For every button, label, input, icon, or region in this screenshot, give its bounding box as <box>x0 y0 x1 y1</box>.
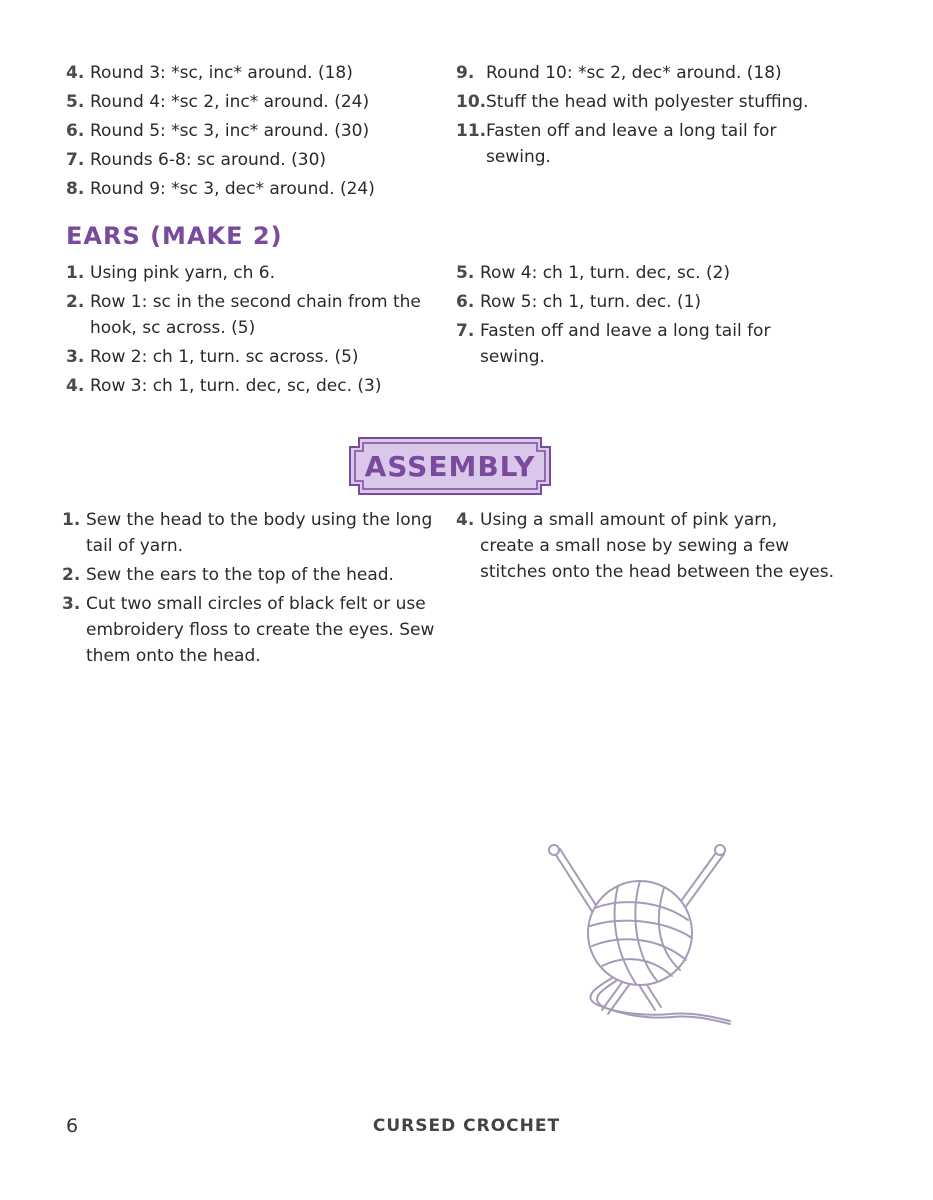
step-text: Row 2: ch 1, turn. sc across. (5) <box>90 347 359 367</box>
step-text: Sew the ears to the top of the head. <box>86 565 394 585</box>
head-steps-left-column <box>66 60 436 205</box>
step-number: 11. <box>456 121 487 141</box>
step-text: Round 4: *sc 2, inc* around. (24) <box>90 92 370 112</box>
ears-steps-left <box>66 260 436 399</box>
ears-steps-left-column <box>66 260 436 402</box>
list-item <box>66 89 436 115</box>
step-number: 1. <box>62 510 81 530</box>
list-item <box>62 591 442 669</box>
book-title: CURSED CROCHET <box>372 1116 561 1136</box>
step-text: Round 9: *sc 3, dec* around. (24) <box>90 179 375 199</box>
step-text: Sew the head to the body using the long tail of yarn. <box>86 510 433 556</box>
assembly-steps-left-column <box>62 507 442 672</box>
head-steps-left <box>66 60 436 202</box>
ears-section-title: EARS (MAKE 2) <box>66 222 283 250</box>
list-item <box>62 507 442 559</box>
list-item <box>456 260 826 286</box>
list-item <box>456 60 826 86</box>
step-number: 10. <box>456 92 487 112</box>
step-text: Round 10: *sc 2, dec* around. (18) <box>486 63 782 83</box>
page-number: 6 <box>66 1115 79 1137</box>
assembly-steps-right-column <box>456 507 836 588</box>
list-item <box>66 373 436 399</box>
step-text: Fasten off and leave a long tail for sewing. <box>486 121 777 167</box>
step-text: Round 5: *sc 3, inc* around. (30) <box>90 121 370 141</box>
step-number: 7. <box>66 150 85 170</box>
assembly-steps-left <box>62 507 442 669</box>
yarn-ball-knitting-needles-icon <box>540 838 740 1042</box>
head-steps-right <box>456 60 826 170</box>
step-number: 4. <box>66 63 85 83</box>
list-item <box>66 118 436 144</box>
step-text: Using pink yarn, ch 6. <box>90 263 276 283</box>
step-number: 5. <box>66 92 85 112</box>
ears-steps-right <box>456 260 826 370</box>
list-item <box>66 176 436 202</box>
step-text: Cut two small circles of black felt or use embroidery floss to create the eyes. Sew them onto the head. <box>86 594 435 666</box>
step-number: 1. <box>66 263 85 283</box>
step-text: Round 3: *sc, inc* around. (18) <box>90 63 353 83</box>
list-item <box>62 562 442 588</box>
step-number: 5. <box>456 263 475 283</box>
list-item <box>66 147 436 173</box>
list-item <box>66 344 436 370</box>
step-text: Row 5: ch 1, turn. dec. (1) <box>480 292 702 312</box>
list-item <box>456 89 826 115</box>
step-number: 6. <box>66 121 85 141</box>
list-item <box>66 289 436 341</box>
step-number: 4. <box>66 376 85 396</box>
step-number: 3. <box>66 347 85 367</box>
step-text: Rounds 6-8: sc around. (30) <box>90 150 327 170</box>
ears-steps-right-column <box>456 260 826 373</box>
step-text: Stuff the head with polyester stuffing. <box>486 92 809 112</box>
step-number: 2. <box>62 565 81 585</box>
step-text: Row 1: sc in the second chain from the hook, sc across. (5) <box>90 292 421 338</box>
assembly-steps-right <box>456 507 836 585</box>
list-item <box>66 60 436 86</box>
list-item <box>456 289 826 315</box>
step-text: Row 3: ch 1, turn. dec, sc, dec. (3) <box>90 376 382 396</box>
step-text: Row 4: ch 1, turn. dec, sc. (2) <box>480 263 731 283</box>
list-item <box>456 507 836 585</box>
assembly-banner <box>349 437 551 495</box>
step-number: 9. <box>456 63 475 83</box>
assembly-section-title: ASSEMBLY <box>364 449 536 483</box>
step-number: 3. <box>62 594 81 614</box>
list-item <box>456 118 826 170</box>
step-number: 6. <box>456 292 475 312</box>
list-item <box>66 260 436 286</box>
step-text: Fasten off and leave a long tail for sewing. <box>480 321 771 367</box>
step-text: Using a small amount of pink yarn, create a small nose by sewing a few stitches onto the head between the eyes. <box>480 510 835 582</box>
step-number: 8. <box>66 179 85 199</box>
step-number: 4. <box>456 510 475 530</box>
step-number: 7. <box>456 321 475 341</box>
head-steps-right-column <box>456 60 826 173</box>
step-number: 2. <box>66 292 85 312</box>
list-item <box>456 318 826 370</box>
